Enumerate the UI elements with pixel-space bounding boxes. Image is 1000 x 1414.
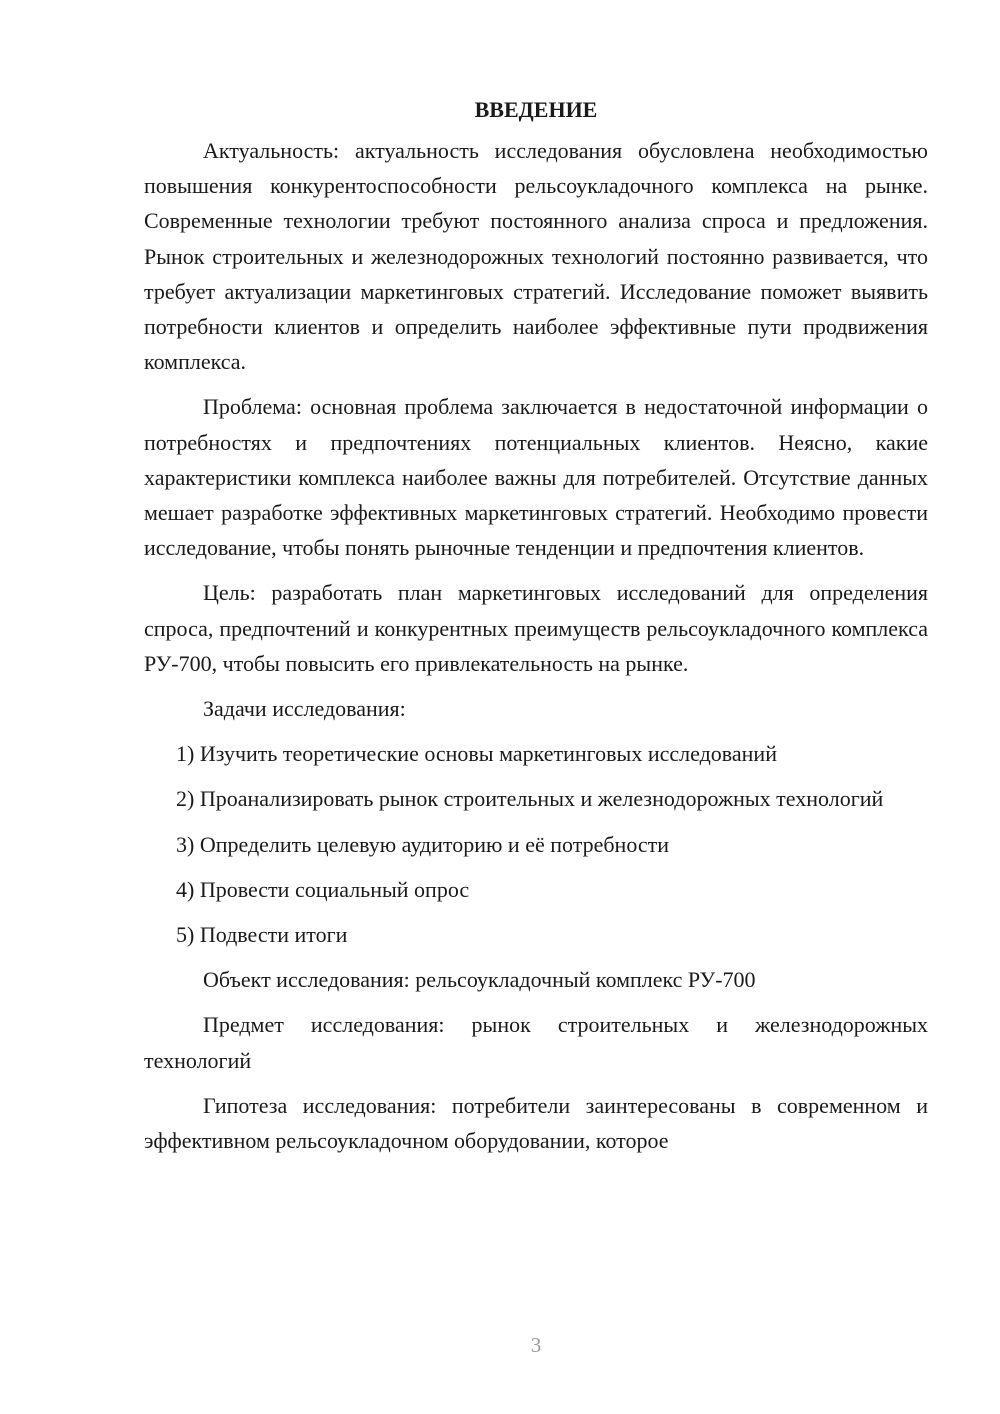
task-item-1: 1) Изучить теоретические основы маркетинговых исследований: [176, 741, 777, 767]
document-page: [144, 92, 928, 1168]
relevance-paragraph: Актуальность: актуальность исследования обусловлена необходимостью повышения конкурентоспособности рельсоукладочного комплекса на рынке. Современные технологии требуют постоянного анализа спроса и предложения. Рынок строительных и железнодорожных технологий постоянно развивается, что требует актуализации маркетинговых стратегий. Исследование поможет выявить потребности клиентов и определить наиболее эффективные пути продвижения комплекса.: [144, 138, 928, 375]
problem-paragraph: Проблема: основная проблема заключается в недостаточной информации о потребностях и предпочтениях потенциальных клиентов. Неясно, какие характеристики комплекса наиболее важны для потребителей. Отсутствие данных мешает разработке эффективных маркетинговых стратегий. Необходимо провести исследование, чтобы понять рыночные тенденции и предпочтения клиентов.: [144, 394, 928, 561]
hypothesis-paragraph: Гипотеза исследования: потребители заинтересованы в современном и эффективном рельсоукладочном оборудовании, которое: [144, 1092, 928, 1154]
task-item-4: 4) Провести социальный опрос: [176, 876, 470, 902]
object-paragraph: Объект исследования: рельсоукладочный комплекс РУ-700: [203, 967, 756, 993]
subject-paragraph: Предмет исследования: рынок строительных и железнодорожных технологий: [144, 1012, 928, 1073]
section-title: ВВЕДЕНИЕ: [474, 97, 598, 122]
task-item-5: 5) Подвести итоги: [176, 922, 348, 948]
task-item-3: 3) Определить целевую аудиторию и её потребности: [176, 831, 670, 857]
page-number: 3: [530, 1333, 542, 1357]
task-item-2: 2) Проанализировать рынок строительных и железнодорожных технологий: [176, 786, 884, 812]
tasks-heading: Задачи исследования:: [203, 696, 406, 722]
goal-paragraph: Цель: разработать план маркетинговых исследований для определения спроса, предпочтений и конкурентных преимуществ рельсоукладочного комплекса РУ-700, чтобы повысить его привлекательность на рынке.: [144, 580, 928, 676]
